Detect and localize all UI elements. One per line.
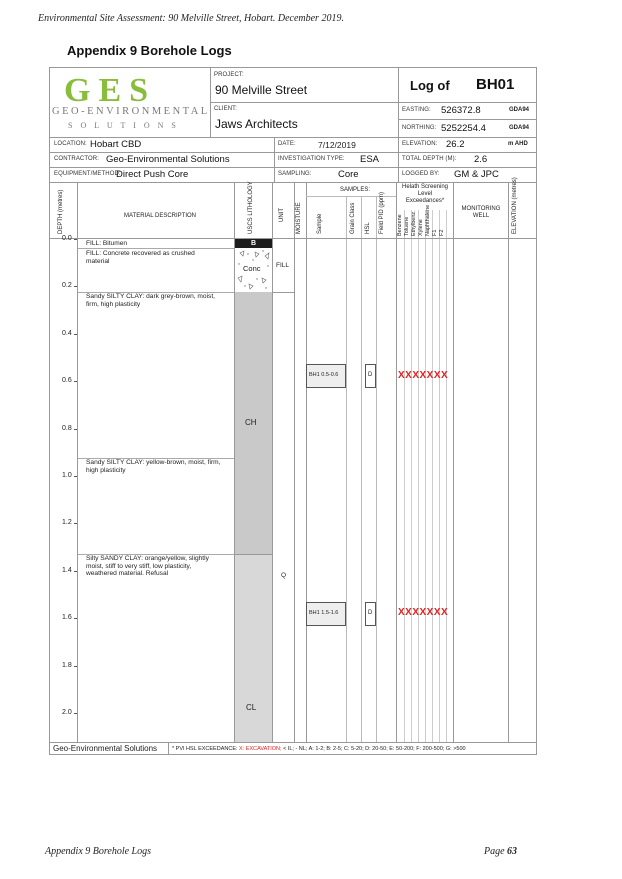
col-uscs: USCS LITHOLOGY: [248, 181, 254, 234]
depth-tick-label: 0.0: [62, 235, 72, 242]
row-equipment: EQUIPMENT/METHOD: Direct Push Core SAMPLING: Core LOGGED BY: GM & JPC: [50, 167, 536, 183]
ges-logo: GES: [64, 72, 157, 109]
easting-value: 526372.8: [441, 105, 481, 116]
easting-row: EASTING: 526372.8 GDA94: [398, 102, 536, 120]
depth-tick: [74, 571, 77, 572]
col-monitoring: MONITORING WELL: [461, 206, 501, 219]
depth-tick-label: 1.8: [62, 661, 72, 669]
sample-2-id: BH1 1.5-1.6: [309, 610, 339, 616]
depth-tick-label: 0.6: [62, 377, 72, 385]
col-screening: Helath Screening Level Exceedances*: [401, 184, 449, 204]
analyte-label: F2: [439, 229, 445, 236]
borehole-id: BH01: [476, 76, 515, 93]
total-depth-value: 2.6: [474, 154, 488, 165]
layer-2-desc: FILL: Concrete recovered as crushed material: [86, 250, 195, 265]
analyte-label: Xylene: [418, 219, 424, 236]
client-cell: [210, 102, 399, 138]
depth-tick-label: 1.2: [62, 519, 72, 527]
analyte-label: Benzene: [397, 214, 403, 236]
depth-tick-label: 0.4: [62, 329, 72, 337]
running-header: Environmental Site Assessment: 90 Melville Street, Hobart. December 2019.: [38, 13, 344, 24]
layer-1-desc: FILL: Bitumen: [86, 240, 128, 247]
equipment-value: Direct Push Core: [116, 169, 189, 180]
depth-tick: [74, 334, 77, 335]
sampling-value: Core: [338, 169, 359, 180]
col-elevation: ELEVATION (metres): [512, 177, 518, 234]
depth-tick: [74, 666, 77, 667]
col-unit: UNIT: [279, 208, 285, 222]
depth-tick-label: 1.0: [62, 472, 72, 479]
sample-2-exceedances: XXXXXXX: [398, 607, 449, 618]
lithology-conc-label: Conc: [243, 264, 261, 273]
investigation-value: ESA: [360, 154, 380, 165]
log-of-cell: [398, 68, 536, 103]
col-pid: Field PID (ppm): [379, 191, 385, 234]
lithology-bitumen: B: [235, 239, 272, 248]
footer-left: Appendix 9 Borehole Logs: [45, 846, 152, 857]
page-number: 63: [507, 846, 518, 857]
sample-1-hsl-box: D: [365, 364, 376, 388]
depth-tick: [74, 713, 77, 714]
unit-q: Q: [281, 572, 287, 579]
project-cell: [210, 68, 399, 103]
date-value: 7/12/2019: [318, 140, 356, 150]
client-label: CLIENT:: [214, 106, 238, 112]
lithology-cl: CL: [235, 554, 272, 743]
depth-tick: [74, 476, 77, 477]
sample-1-id: BH1 0.5-0.6: [309, 372, 339, 378]
analyte-label: Ethylbenz.: [411, 210, 417, 236]
northing-value: 5252254.4: [441, 123, 486, 134]
logo-line2: S O L U T I O N S: [68, 121, 179, 130]
depth-tick-label: 1.6: [62, 614, 72, 622]
footer-page: Page 63: [484, 846, 518, 857]
legend-bar: [50, 742, 536, 755]
depth-tick-label: 0.8: [62, 424, 72, 432]
sample-1-exceedances: XXXXXXX: [398, 370, 449, 381]
col-samples: SAMPLES:: [340, 187, 371, 193]
col-depth: DEPTH (metres): [58, 189, 64, 234]
depth-tick: [74, 381, 77, 382]
lithology-ch: CH: [235, 292, 272, 554]
project-label: PROJECT:: [214, 72, 244, 78]
sample-2-box: [306, 602, 346, 626]
log-of-label: Log of: [410, 78, 450, 93]
row-contractor: CONTRACTOR: Geo-Environmental Solutions INVESTIGATION TYPE: ESA TOTAL DEPTH (M): 2.6: [50, 152, 536, 168]
logo-line1: GEO-ENVIRONMENTAL: [52, 106, 210, 117]
depth-tick: [74, 429, 77, 430]
col-grain: Grain Class: [350, 202, 356, 234]
sample-1-box: [306, 364, 346, 388]
logged-by-value: GM & JPC: [454, 169, 499, 180]
sample-2-hsl-box: D: [365, 602, 376, 626]
lithology-concrete: [235, 248, 272, 293]
layer-5-desc: Silty SANDY CLAY: orange/yellow, slightly moist, stiff to very stiff, low plasticity, weathered material. Refusal: [86, 555, 209, 578]
col-hsl: HSL: [365, 222, 371, 234]
client-value: Jaws Architects: [215, 117, 298, 131]
depth-tick: [74, 618, 77, 619]
depth-tick-label: 0.2: [62, 282, 72, 290]
depth-tick-label: 2.0: [62, 709, 72, 716]
depth-tick: [74, 286, 77, 287]
analyte-label: Toluene: [404, 216, 410, 236]
analyte-label: Naphthalene: [425, 204, 431, 236]
northing-row: NORTHING: 5252254.4 GDA94: [398, 119, 536, 138]
appendix-title: Appendix 9 Borehole Logs: [67, 43, 232, 58]
borehole-log-sheet: [49, 67, 537, 755]
col-sample: Sample: [317, 213, 323, 234]
layer-3-desc: Sandy SILTY CLAY: dark grey-brown, moist, firm, high plasticity: [86, 293, 215, 308]
analyte-label: F1: [432, 229, 438, 236]
depth-tick: [74, 239, 77, 240]
logo-block: [50, 68, 211, 138]
depth-tick: [74, 523, 77, 524]
legend-company: Geo-Environmental Solutions: [53, 744, 158, 753]
col-material: MATERIAL DESCRIPTION: [124, 213, 197, 219]
project-value: 90 Melville Street: [215, 83, 308, 97]
elevation-value: 26.2: [446, 139, 465, 150]
layer-4-desc: Sandy SILTY CLAY: yellow-brown, moist, firm, high plasticity: [86, 459, 221, 474]
contractor-value: Geo-Environmental Solutions: [106, 154, 230, 165]
depth-tick-label: 1.4: [62, 566, 72, 574]
unit-fill: FILL: [273, 239, 294, 293]
legend-text: * PVI HSL EXCEEDANCE: X: EXCAVATION; < IL; - NL; A: 1-2; B: 2-5; C: 5-20; D: 20-50; E: 50-200; F: 200-500; G: >500: [172, 746, 466, 752]
location-value: Hobart CBD: [90, 139, 142, 150]
col-moisture: MOISTURE: [296, 202, 302, 234]
row-location: LOCATION: Hobart CBD DATE: 7/12/2019 ELEVATION: 26.2 m AHD: [50, 137, 536, 153]
